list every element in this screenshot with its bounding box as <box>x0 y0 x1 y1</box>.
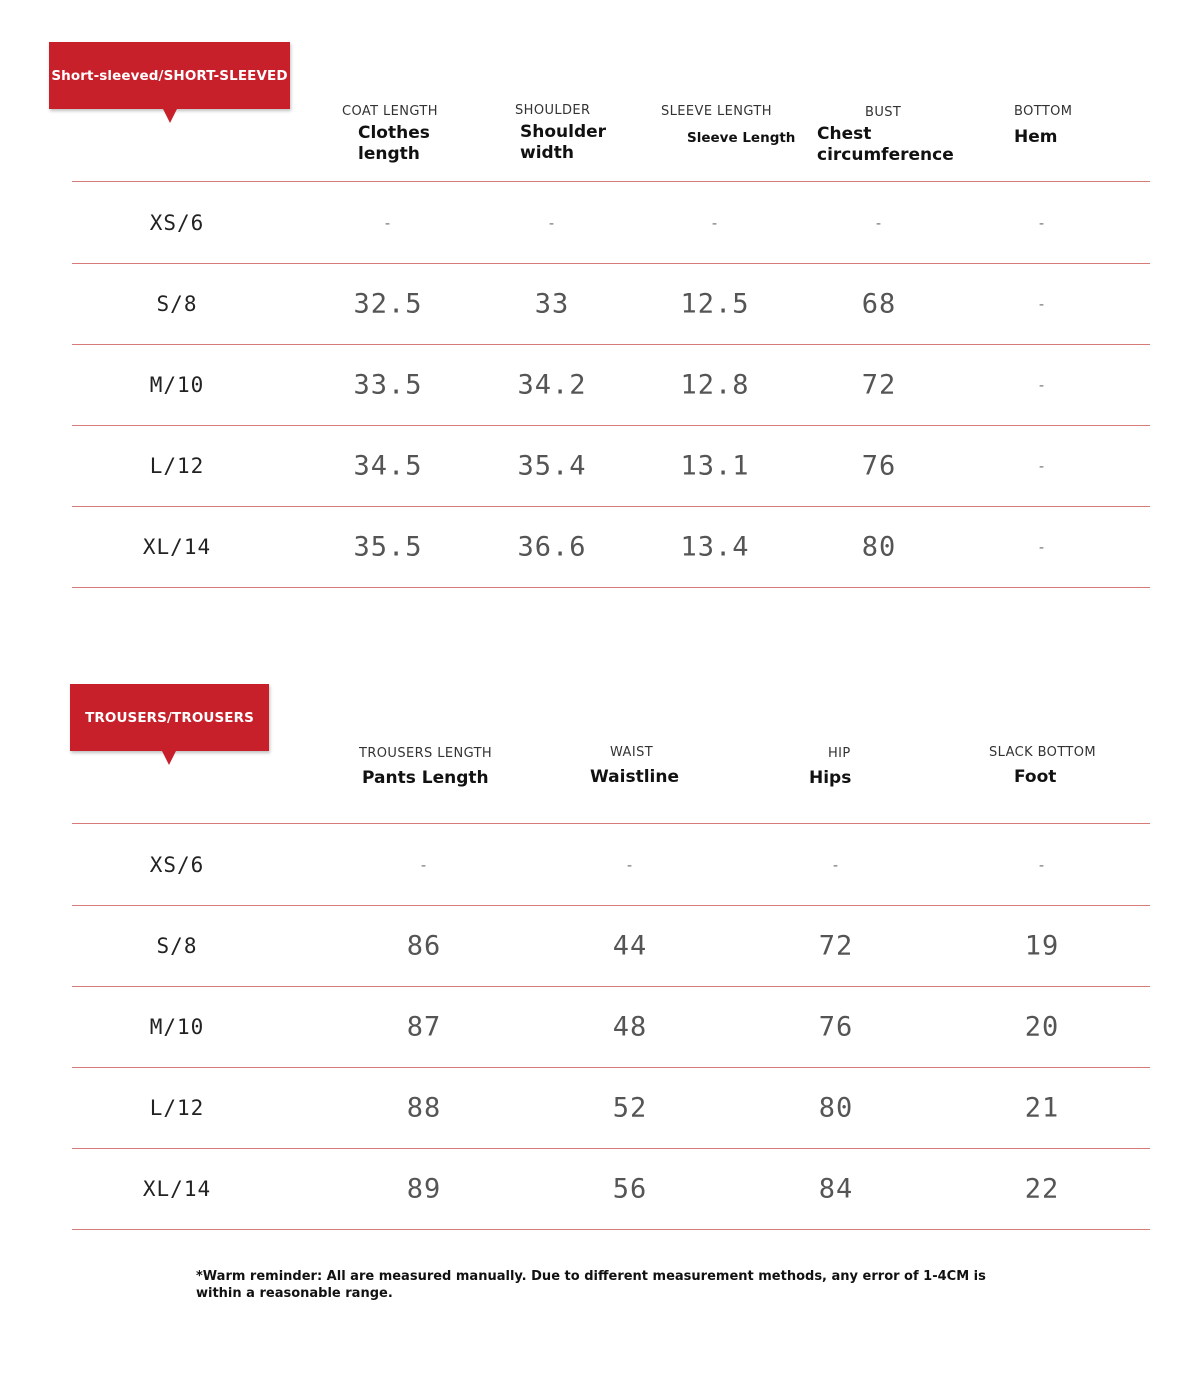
col-header-en: HIP <box>828 746 851 761</box>
table-row <box>0 905 1191 986</box>
divider <box>72 1229 1150 1230</box>
table-cell: - <box>382 213 394 232</box>
table-cell: 33 <box>534 288 570 319</box>
col-header-cn: Waistline <box>590 767 679 787</box>
table-cell: 19 <box>1024 930 1060 961</box>
table-cell: 12.5 <box>680 288 750 319</box>
table-cell: 33.5 <box>353 369 423 400</box>
col-header-cn: Clothes length <box>358 123 430 164</box>
col-header-en: BOTTOM <box>1014 104 1073 119</box>
table-cell: - <box>1036 375 1048 394</box>
table-row <box>0 425 1191 506</box>
table-cell: - <box>1036 294 1048 313</box>
size-label: M/10 <box>149 1014 205 1039</box>
size-label: XS/6 <box>149 210 205 235</box>
table-cell: 35.5 <box>353 531 423 562</box>
table-cell: 86 <box>406 930 442 961</box>
table-cell: - <box>1036 213 1048 232</box>
size-label: XL/14 <box>142 1176 212 1201</box>
table-cell: 21 <box>1024 1092 1060 1123</box>
table-row <box>0 1148 1191 1229</box>
table-cell: 72 <box>861 369 897 400</box>
table-cell: 35.4 <box>517 450 587 481</box>
col-header-bust <box>817 105 954 166</box>
col-header-cn: Hips <box>809 768 852 788</box>
table-cell: - <box>709 213 721 232</box>
col-header-en: SHOULDER <box>515 103 591 118</box>
table-cell: - <box>873 213 885 232</box>
col-header-en: SLEEVE LENGTH <box>661 104 772 119</box>
table-cell: 76 <box>861 450 897 481</box>
table-cell: - <box>418 855 430 874</box>
table-cell: - <box>624 855 636 874</box>
table-cell: 56 <box>612 1173 648 1204</box>
table-cell: 13.4 <box>680 531 750 562</box>
col-header-cn: Sleeve Length <box>687 130 796 146</box>
table-cell: - <box>830 855 842 874</box>
table-cell: 80 <box>861 531 897 562</box>
col-header-en: BUST <box>865 105 902 120</box>
size-label: S/8 <box>156 291 198 316</box>
table-cell: 44 <box>612 930 648 961</box>
table-cell: - <box>1036 537 1048 556</box>
table-row <box>0 182 1191 263</box>
col-header-en: SLACK BOTTOM <box>989 745 1097 760</box>
size-label: L/12 <box>149 1095 205 1120</box>
table-cell: 80 <box>818 1092 854 1123</box>
table-cell: - <box>1036 456 1048 475</box>
table-cell: 32.5 <box>353 288 423 319</box>
col-header-cn: Pants Length <box>362 768 489 788</box>
table-cell: 36.6 <box>517 531 587 562</box>
table-row <box>0 344 1191 425</box>
table-cell: 13.1 <box>680 450 750 481</box>
table-cell: 89 <box>406 1173 442 1204</box>
section-tag-label: TROUSERS/TROUSERS <box>85 709 254 726</box>
col-header-trousers-length <box>359 746 492 789</box>
table-cell: 84 <box>818 1173 854 1204</box>
table-cell: 34.2 <box>517 369 587 400</box>
col-header-cn: Shoulder width <box>520 122 607 163</box>
col-header-cn: Hem <box>1014 127 1058 147</box>
section-tag-short-sleeved <box>49 42 290 109</box>
divider <box>72 587 1150 588</box>
col-header-cn: Chest circumference <box>817 124 954 165</box>
table-cell: 48 <box>612 1011 648 1042</box>
table-row <box>0 986 1191 1067</box>
table-cell: 68 <box>861 288 897 319</box>
table-cell: 87 <box>406 1011 442 1042</box>
table-cell: 76 <box>818 1011 854 1042</box>
col-header-bottom <box>1014 104 1072 148</box>
col-header-waist <box>590 745 679 788</box>
measurement-note: *Warm reminder: All are measured manually. Due to different measurement methods, any error of 1-4CM is within a reasonable range. <box>196 1269 986 1301</box>
table-cell: 20 <box>1024 1011 1060 1042</box>
table-cell: 22 <box>1024 1173 1060 1204</box>
table-cell: 12.8 <box>680 369 750 400</box>
col-header-en: COAT LENGTH <box>342 104 438 119</box>
table-cell: - <box>546 213 558 232</box>
table-cell: 52 <box>612 1092 648 1123</box>
size-label: M/10 <box>149 372 205 397</box>
table-cell: 34.5 <box>353 450 423 481</box>
table-cell: 72 <box>818 930 854 961</box>
table-row <box>0 824 1191 905</box>
col-header-sleeve-length <box>661 104 795 149</box>
section-tag-trousers <box>70 684 269 751</box>
col-header-shoulder <box>515 103 606 164</box>
size-label: L/12 <box>149 453 205 478</box>
table-cell: - <box>1036 855 1048 874</box>
col-header-cn: Foot <box>1014 767 1057 787</box>
col-header-hip <box>809 746 851 789</box>
col-header-slack-bottom <box>989 745 1096 788</box>
col-header-en: TROUSERS LENGTH <box>359 746 493 761</box>
col-header-coat-length <box>342 104 438 165</box>
section-tag-label: Short-sleeved/SHORT-SLEEVED <box>51 67 288 84</box>
size-label: XS/6 <box>149 852 205 877</box>
table-row <box>0 506 1191 587</box>
size-label: XL/14 <box>142 534 212 559</box>
table-row <box>0 1067 1191 1148</box>
table-row <box>0 263 1191 344</box>
col-header-en: WAIST <box>610 745 654 760</box>
table-cell: 88 <box>406 1092 442 1123</box>
size-label: S/8 <box>156 933 198 958</box>
